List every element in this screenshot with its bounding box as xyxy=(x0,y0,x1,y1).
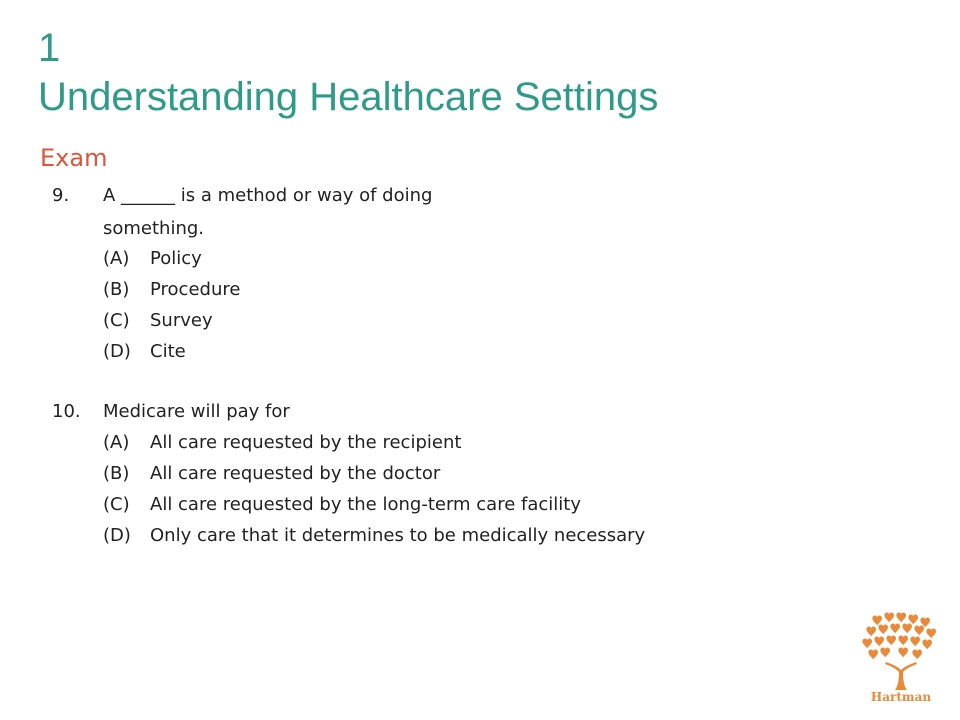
question-number: 10. xyxy=(52,401,81,422)
chapter-title: Understanding Healthcare Settings xyxy=(38,75,659,119)
logo-wordmark: Hartman xyxy=(870,690,932,704)
option-text-d: Only care that it determines to be medically necessary xyxy=(150,525,646,546)
question-text: Medicare will pay for xyxy=(103,401,290,422)
option-letter-a: (A) xyxy=(103,248,130,269)
question-text-continued: something. xyxy=(103,218,205,239)
option-letter-d: (D) xyxy=(103,341,131,362)
option-letter-c: (C) xyxy=(103,494,130,515)
option-letter-d: (D) xyxy=(103,525,131,546)
option-text-c: Survey xyxy=(150,310,213,331)
question-number: 9. xyxy=(52,185,70,206)
chapter-number: 1 xyxy=(38,26,61,70)
option-letter-b: (B) xyxy=(103,463,130,484)
option-text-a: All care requested by the recipient xyxy=(150,432,462,453)
option-text-d: Cite xyxy=(150,341,186,362)
option-text-b: All care requested by the doctor xyxy=(150,463,441,484)
option-text-b: Procedure xyxy=(150,279,241,300)
section-title: Exam xyxy=(40,144,108,172)
option-letter-a: (A) xyxy=(103,432,130,453)
option-letter-b: (B) xyxy=(103,279,130,300)
option-text-c: All care requested by the long-term care facility xyxy=(150,494,581,515)
option-text-a: Policy xyxy=(150,248,202,269)
option-letter-c: (C) xyxy=(103,310,130,331)
question-text: A ______ is a method or way of doing xyxy=(103,185,433,206)
